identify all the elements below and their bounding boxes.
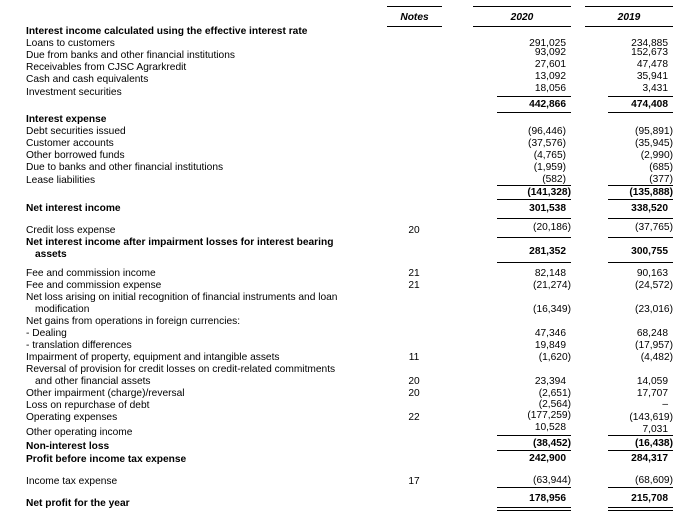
nii-after-impairment-2019: 300,755 <box>631 246 668 257</box>
tax-label: Income tax expense <box>26 476 118 487</box>
fee-income-2020: 82,148 <box>534 268 566 279</box>
double-line-top-2019 <box>608 507 673 508</box>
loss-repurchase-label: Loss on repurchase of debt <box>26 400 150 411</box>
net-profit-label: Net profit for the year <box>26 498 130 509</box>
fee-income-label: Fee and commission income <box>26 268 156 279</box>
line-2019 <box>608 487 673 488</box>
dealing-label: - Dealing <box>26 328 67 339</box>
interest-expense-total-2019: (135,888) <box>629 187 673 198</box>
nii-after-impairment-label: Net interest income after impairment losses for interest bearing <box>26 237 334 248</box>
credit-loss-2020: (20,186) <box>533 222 571 233</box>
row-label: Receivables from CJSC Agrarkredit <box>26 62 187 73</box>
subtotal-line-2020 <box>497 96 571 97</box>
double-line-top-2020 <box>497 507 571 508</box>
interest-income-title: Interest income calculated using the effective interest rate <box>26 26 308 37</box>
opex-2019: (143,619) <box>629 412 673 423</box>
header-underline-2019 <box>585 26 673 27</box>
subtotal-line-2019 <box>608 435 673 436</box>
row-label: Debt securities issued <box>26 126 126 137</box>
total-line-2020 <box>497 112 571 113</box>
note-ref: 22 <box>408 412 420 423</box>
line-2019 <box>608 199 673 200</box>
other-income-label: Other operating income <box>26 427 133 438</box>
value-2020: 13,092 <box>534 71 566 82</box>
header-line-2019 <box>585 6 673 7</box>
note-ref: 21 <box>408 268 420 279</box>
value-2020: 93,092 <box>534 47 566 58</box>
net-profit-2019: 215,708 <box>631 493 668 504</box>
value-2019: (377) <box>649 174 673 185</box>
subtotal-line-2020 <box>497 435 571 436</box>
net-loss-recognition-label: Net loss arising on initial recognition of financial instruments and loan <box>26 292 338 303</box>
value-2020: (96,446) <box>528 126 566 137</box>
value-2019: 152,673 <box>631 47 668 58</box>
impairment-ppe-2020: (1,620) <box>538 352 571 363</box>
interest-expense-title: Interest expense <box>26 114 107 125</box>
value-2020: 27,601 <box>534 59 566 70</box>
row-label: Customer accounts <box>26 138 114 149</box>
row-label: Due from banks and other financial institutions <box>26 50 235 61</box>
line-2019 <box>608 237 673 238</box>
loss-repurchase-2020: (2,564) <box>538 399 571 410</box>
other-impairment-label: Other impairment (charge)/reversal <box>26 388 185 399</box>
note-ref: 17 <box>408 476 420 487</box>
other-impairment-2020: (2,651) <box>538 388 571 399</box>
fee-income-2019: 90,163 <box>636 268 668 279</box>
credit-loss-label: Credit loss expense <box>26 225 116 236</box>
note-ref: 20 <box>408 376 420 387</box>
fee-expense-2019: (24,572) <box>635 280 673 291</box>
fee-expense-2020: (21,274) <box>533 280 571 291</box>
value-2019: 47,478 <box>636 59 668 70</box>
fx-gains-label: Net gains from operations in foreign currencies: <box>26 316 241 327</box>
fee-expense-label: Fee and commission expense <box>26 280 162 291</box>
impairment-ppe-2019: (4,482) <box>640 352 673 363</box>
note-ref: 11 <box>408 352 420 363</box>
row-label: Lease liabilities <box>26 175 96 186</box>
value-2019: 234,885 <box>631 38 668 49</box>
net-loss-recognition-label-cont: modification <box>35 304 90 315</box>
translation-label: - translation differences <box>26 340 132 351</box>
loss-repurchase-2019: – <box>662 399 668 410</box>
note-ref: 20 <box>408 388 420 399</box>
translation-2020: 19,849 <box>534 340 566 351</box>
line-2020 <box>497 199 571 200</box>
subtotal-line-2019 <box>608 185 673 186</box>
value-2019: (95,891) <box>635 126 673 137</box>
value-2020: (37,576) <box>528 138 566 149</box>
pbt-2019: 284,317 <box>631 453 668 464</box>
header-underline-2020 <box>473 26 571 27</box>
reversal-2020: 23,394 <box>534 376 566 387</box>
double-line-bottom-2019 <box>608 510 673 511</box>
dealing-2020: 47,346 <box>534 328 566 339</box>
net-interest-income-2019: 338,520 <box>631 203 668 214</box>
net-interest-income-2020: 301,538 <box>529 203 566 214</box>
value-2019: (2,990) <box>640 150 673 161</box>
line-2020 <box>497 218 571 219</box>
total-line-2019 <box>608 112 673 113</box>
opex-2020: (177,259) <box>527 410 571 421</box>
value-2019: 3,431 <box>642 83 668 94</box>
reversal-label-cont: and other financial assets <box>35 376 151 387</box>
pbt-2020: 242,900 <box>529 453 566 464</box>
value-2020: 18,056 <box>534 83 566 94</box>
value-2020: (582) <box>542 174 566 185</box>
note-ref: 21 <box>408 280 420 291</box>
dealing-2019: 68,248 <box>636 328 668 339</box>
value-2019: (685) <box>649 162 673 173</box>
value-2019: 35,941 <box>636 71 668 82</box>
net-interest-income-label: Net interest income <box>26 203 121 214</box>
row-label: Investment securities <box>26 87 122 98</box>
translation-2019: (17,957) <box>635 340 673 351</box>
row-label: Cash and cash equivalents <box>26 74 149 85</box>
tax-2020: (63,944) <box>533 475 571 486</box>
credit-loss-2019: (37,765) <box>635 222 673 233</box>
note-ref: 20 <box>408 225 420 236</box>
net-loss-recognition-2019: (23,016) <box>635 304 673 315</box>
line-2020 <box>497 262 571 263</box>
nii-after-impairment-label-cont: assets <box>35 249 67 260</box>
line-2020 <box>497 487 571 488</box>
pbt-label: Profit before income tax expense <box>26 454 187 465</box>
row-label: Due to banks and other financial institutions <box>26 162 224 173</box>
other-income-2019: 7,031 <box>642 424 668 435</box>
subtotal-line-2019 <box>608 96 673 97</box>
value-2020: 291,025 <box>529 38 566 49</box>
line-2020 <box>497 450 571 451</box>
tax-2019: (68,609) <box>635 475 673 486</box>
other-impairment-2019: 17,707 <box>636 388 668 399</box>
line-2019 <box>608 262 673 263</box>
reversal-label: Reversal of provision for credit losses on credit-related commitments <box>26 364 336 375</box>
opex-label: Operating expenses <box>26 412 118 423</box>
net-profit-2020: 178,956 <box>529 493 566 504</box>
year-2019-header: 2019 <box>617 12 641 23</box>
row-label: Loans to customers <box>26 38 115 49</box>
non-interest-loss-2020: (38,452) <box>533 438 571 449</box>
notes-header: Notes <box>400 12 429 23</box>
interest-income-total-2019: 474,408 <box>631 99 668 110</box>
reversal-2019: 14,059 <box>636 376 668 387</box>
value-2020: (1,959) <box>533 162 566 173</box>
line-2019 <box>608 218 673 219</box>
header-underline-notes <box>387 26 442 27</box>
header-line-notes <box>387 6 442 7</box>
value-2019: (35,945) <box>635 138 673 149</box>
line-2020 <box>497 237 571 238</box>
non-interest-loss-2019: (16,438) <box>635 438 673 449</box>
double-line-bottom-2020 <box>497 510 571 511</box>
net-loss-recognition-2020: (16,349) <box>533 304 571 315</box>
line-2019 <box>608 450 673 451</box>
interest-expense-total-2020: (141,328) <box>527 187 571 198</box>
value-2020: (4,765) <box>533 150 566 161</box>
other-income-2020: 10,528 <box>534 422 566 433</box>
interest-income-total-2020: 442,866 <box>529 99 566 110</box>
subtotal-line-2020 <box>497 185 571 186</box>
row-label: Other borrowed funds <box>26 150 125 161</box>
nii-after-impairment-2020: 281,352 <box>529 246 566 257</box>
impairment-ppe-label: Impairment of property, equipment and intangible assets <box>26 352 280 363</box>
year-2020-header: 2020 <box>510 12 534 23</box>
header-line-2020 <box>473 6 571 7</box>
non-interest-loss-label: Non-interest loss <box>26 441 110 452</box>
